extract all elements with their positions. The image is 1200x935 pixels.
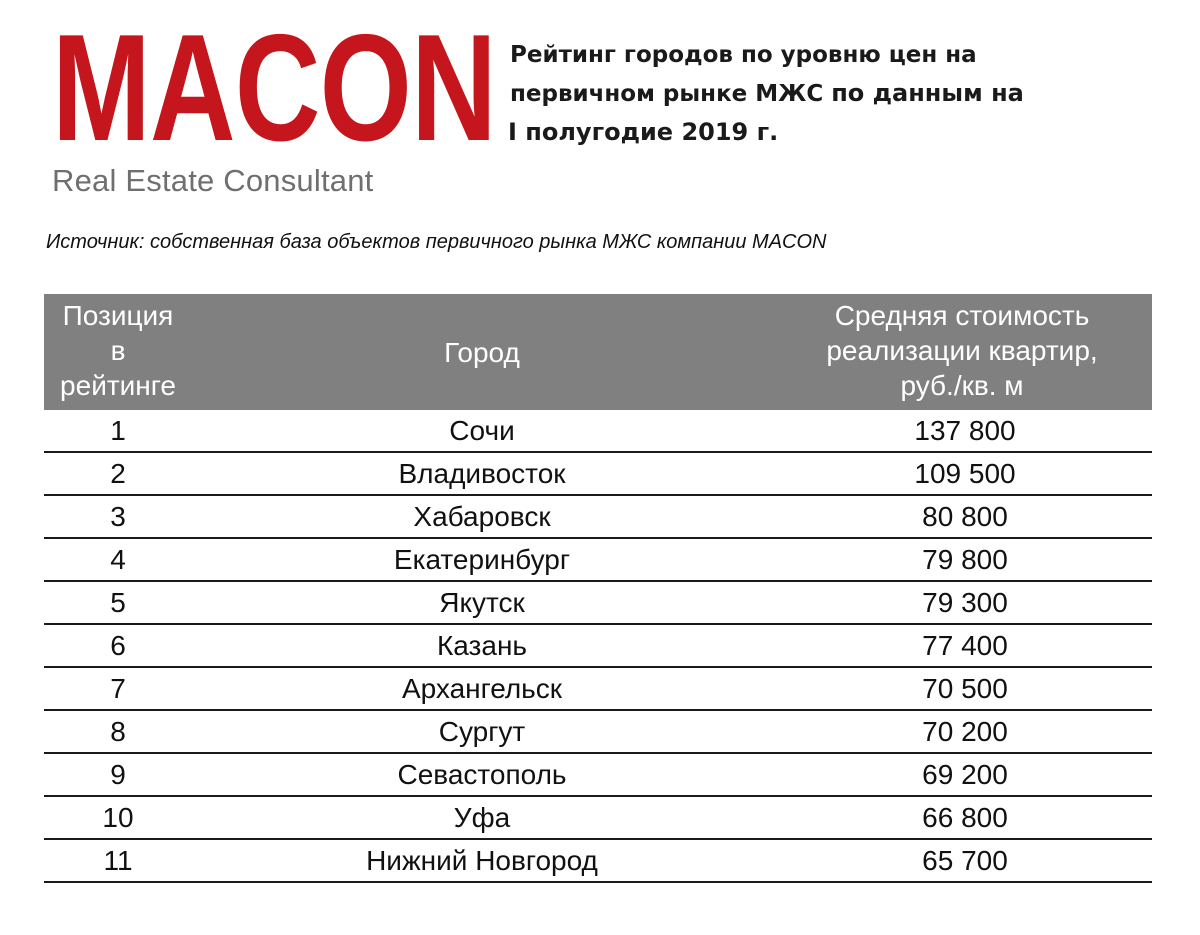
logo-tagline: Real Estate Consultant (52, 163, 374, 198)
cell-city: Якутск (439, 587, 525, 618)
title-line-1: Рейтинг городов по уровню цен на (510, 42, 977, 68)
table-row (44, 410, 1152, 453)
table-row (44, 625, 1152, 668)
rating-table (44, 294, 1152, 883)
header-city (192, 294, 772, 410)
cell-position: 5 (110, 587, 126, 618)
title-line-3: I полугодие 2019 г. (508, 118, 779, 146)
cell-position: 4 (110, 544, 126, 575)
table-row (44, 453, 1152, 496)
cell-city: Сочи (449, 415, 515, 446)
logo-wordmark: MACON (52, 3, 496, 173)
cell-city: Нижний Новгород (366, 845, 598, 876)
table-row (44, 754, 1152, 797)
cell-position: 3 (110, 501, 126, 532)
cell-position: 1 (110, 415, 126, 446)
cell-price: 70 500 (922, 673, 1008, 704)
title-line-2b: по данным на (831, 79, 1024, 107)
cell-position: 7 (110, 673, 126, 704)
cell-price: 79 300 (922, 587, 1008, 618)
table-header (44, 294, 1152, 410)
cell-city: Хабаровск (413, 501, 551, 532)
header-price-line: Средняя стоимость (834, 300, 1090, 331)
header-city-label: Город (444, 336, 520, 368)
cell-position: 10 (102, 802, 134, 833)
cell-position: 11 (103, 845, 133, 876)
cell-city: Казань (436, 630, 528, 661)
cell-city: Владивосток (398, 458, 566, 489)
cell-city: Севастополь (397, 759, 567, 790)
cell-price: 69 200 (922, 759, 1008, 790)
table-row (44, 797, 1152, 840)
cell-price: 70 200 (922, 716, 1008, 747)
cell-price: 65 700 (922, 845, 1008, 876)
header-position-line: в (110, 335, 126, 366)
table-row (44, 582, 1152, 625)
cell-city: Архангельск (401, 673, 563, 704)
table-row (44, 840, 1152, 883)
title-line-2a: первичном рынке МЖС (510, 81, 832, 107)
cell-price: 77 400 (922, 630, 1008, 661)
header-price-line: руб./кв. м (900, 370, 1024, 401)
cell-price: 137 800 (914, 415, 1016, 446)
cell-position: 9 (110, 759, 126, 790)
cell-price: 80 800 (922, 501, 1008, 532)
table-row (44, 711, 1152, 754)
header-price-line: реализации квартир, (826, 335, 1098, 366)
cell-city: Екатеринбург (393, 544, 571, 575)
title-line-2 (510, 74, 1110, 113)
cell-price: 79 800 (922, 544, 1008, 575)
table-row (44, 539, 1152, 582)
table-row (44, 496, 1152, 539)
cell-price: 109 500 (914, 458, 1016, 489)
cell-city: Уфа (453, 802, 511, 833)
table-row (44, 668, 1152, 711)
cell-price: 66 800 (922, 802, 1008, 833)
header-position-line: рейтинге (60, 370, 176, 401)
page-title (510, 36, 1110, 151)
header-position-line: Позиция (62, 300, 174, 331)
header-position (44, 294, 192, 410)
cell-position: 6 (110, 630, 126, 661)
header-price (772, 294, 1152, 410)
cell-position: 8 (110, 716, 126, 747)
cell-city: Сургут (438, 716, 526, 747)
cell-position: 2 (110, 458, 126, 489)
macon-logo (52, 3, 496, 200)
source-note: Источник: собственная база объектов первичного рынка МЖС компании MACON (46, 231, 827, 253)
